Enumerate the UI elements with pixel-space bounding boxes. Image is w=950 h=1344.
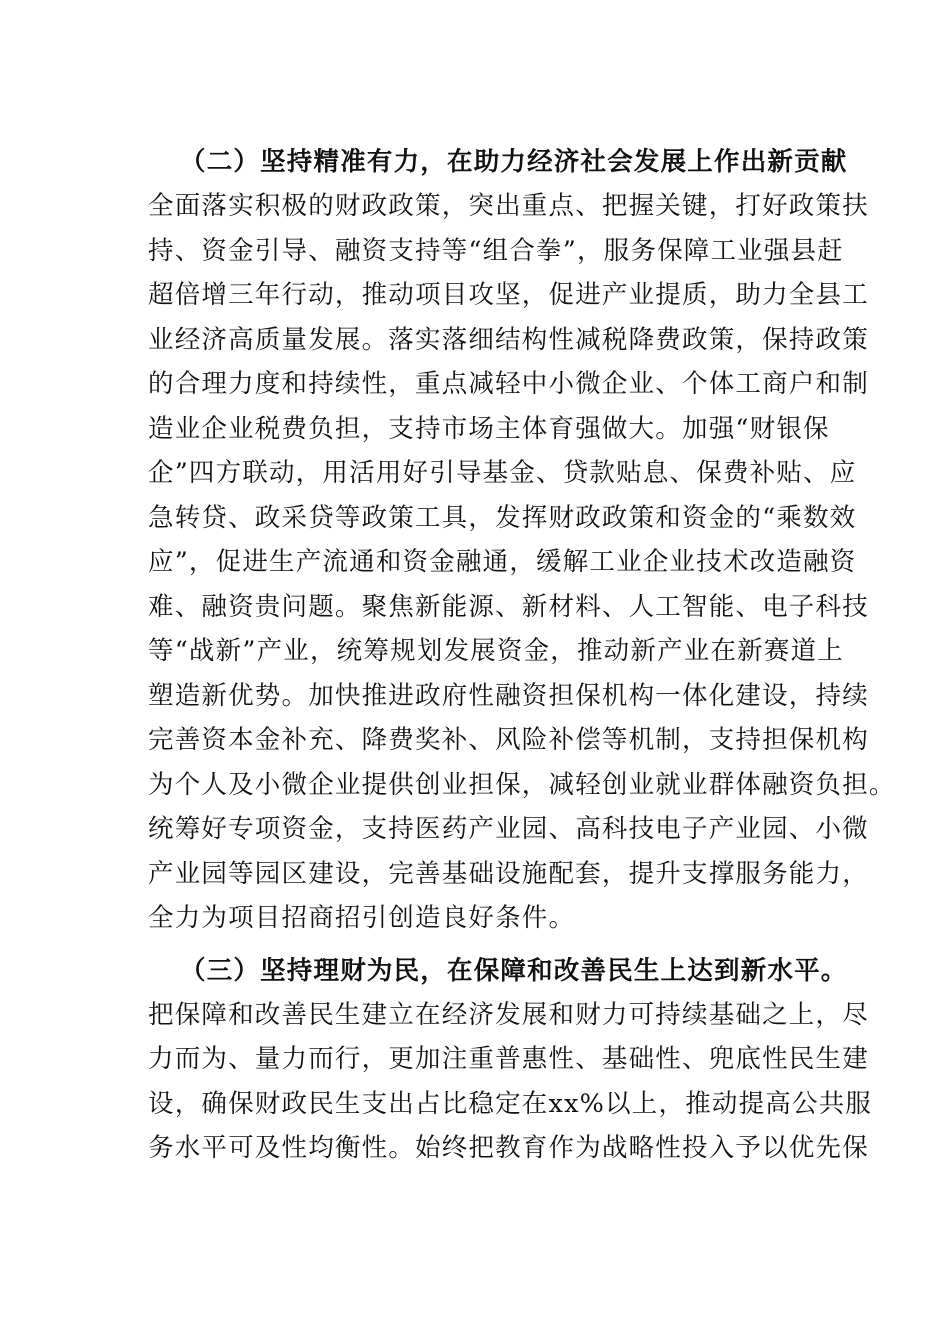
paragraph-line: 企”四方联动，用活用好引导基金、贷款贴息、保费补贴、应 — [148, 458, 857, 488]
paragraph-line: 为个人及小微企业提供创业担保，减轻创业就业群体融资负担。 — [148, 770, 896, 800]
paragraph-line: 业经济高质量发展。落实落细结构性减税降费政策，保持政策 — [148, 325, 869, 355]
section-heading-3: （三）坚持理财为民，在保障和改善民生上达到新水平。 — [180, 956, 848, 986]
paragraph-line: 统筹好专项资金，支持医药产业园、高科技电子产业园、小微 — [148, 814, 869, 844]
paragraph-line: 把保障和改善民生建立在经济发展和财力可持续基础之上，尽 — [148, 1000, 869, 1030]
paragraph-line: 急转贷、政采贷等政策工具，发挥财政政策和资金的“乘数效 — [148, 503, 857, 533]
paragraph-line: 超倍增三年行动，推动项目攻坚，促进产业提质，助力全县工 — [148, 280, 869, 310]
paragraph-line: 塑造新优势。加快推进政府性融资担保机构一体化建设，持续 — [148, 681, 869, 711]
section-heading-2: （二）坚持精准有力，在助力经济社会发展上作出新贡献 — [180, 147, 848, 177]
paragraph-line: 持、资金引导、融资支持等“组合拳”，服务保障工业强县赶 — [148, 236, 844, 266]
paragraph-line: 应”，促进生产流通和资金融通，缓解工业企业技术改造融资 — [148, 547, 857, 577]
paragraph-line: 务水平可及性均衡性。始终把教育作为战略性投入予以优先保 — [148, 1133, 869, 1163]
paragraph-line: 产业园等园区建设，完善基础设施配套，提升支撑服务能力， — [148, 859, 869, 889]
paragraph-line: 全力为项目招商招引创造良好条件。 — [148, 903, 576, 933]
paragraph-line: 难、融资贵问题。聚焦新能源、新材料、人工智能、电子科技 — [148, 592, 869, 622]
paragraph-line: 的合理力度和持续性，重点减轻中小微企业、个体工商户和制 — [148, 369, 869, 399]
paragraph-line: 全面落实积极的财政政策，突出重点、把握关键，打好政策扶 — [148, 191, 869, 221]
paragraph-line: 力而为、量力而行，更加注重普惠性、基础性、兜底性民生建 — [148, 1044, 869, 1074]
paragraph-line: 等“战新”产业，统筹规划发展资金，推动新产业在新赛道上 — [148, 636, 844, 666]
paragraph-line: 设，确保财政民生支出占比稳定在xx%以上，推动提高公共服 — [148, 1089, 873, 1119]
paragraph-line: 完善资本金补充、降费奖补、风险补偿等机制，支持担保机构 — [148, 725, 869, 755]
paragraph-line: 造业企业税费负担，支持市场主体育强做大。加强“财银保 — [148, 414, 830, 444]
